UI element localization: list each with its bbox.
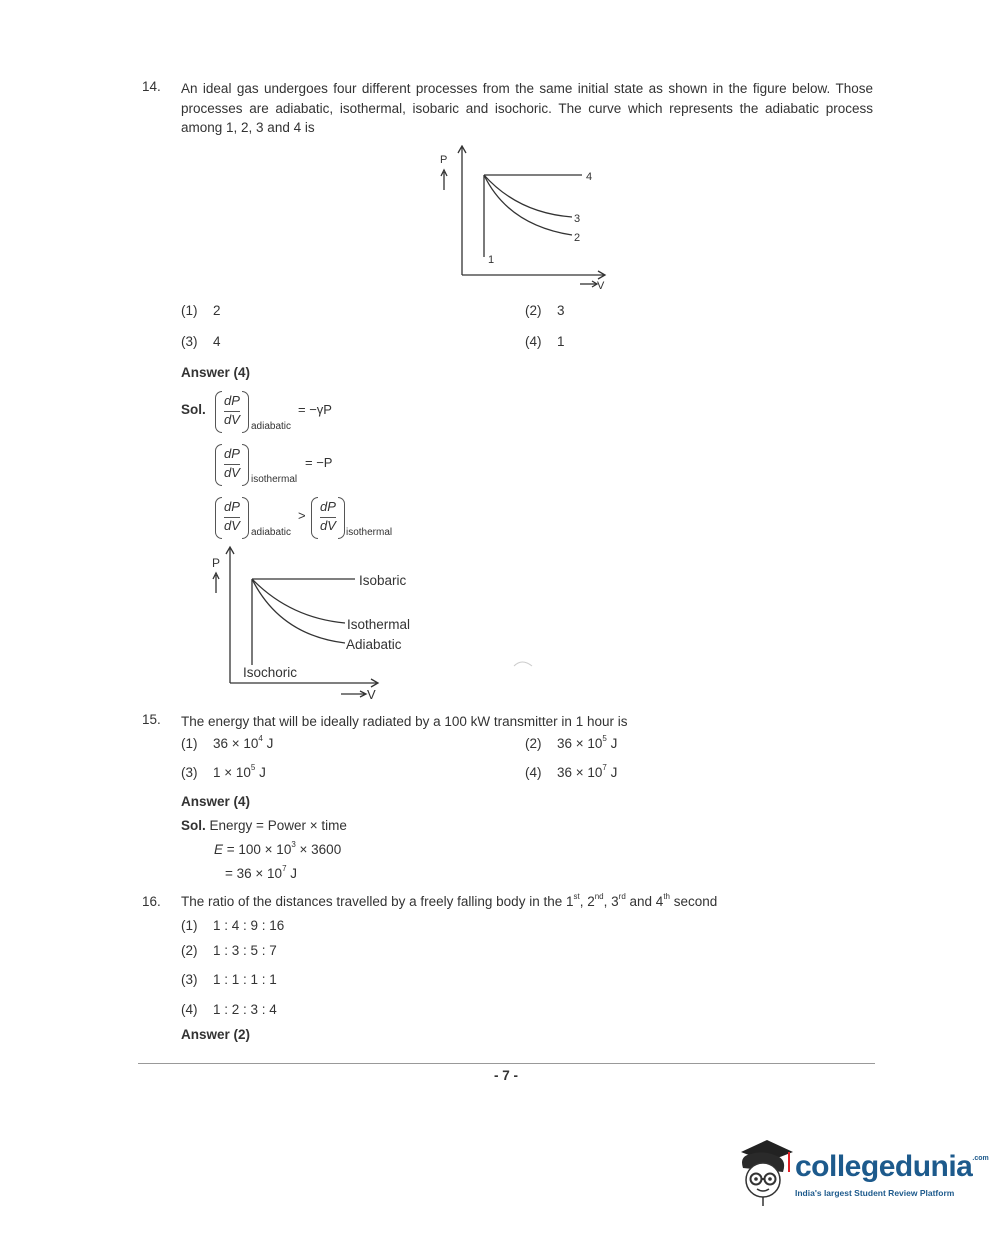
q14-answer: Answer (4) [181, 365, 251, 380]
brand-tagline: India's largest Student Review Platform [795, 1188, 955, 1198]
q14-figure-p-label: P [440, 154, 448, 166]
q14-number: 14. [142, 79, 161, 94]
greater-than: > [298, 508, 306, 523]
label-isothermal: Isothermal [347, 617, 411, 632]
subscript-isothermal: isothermal [251, 474, 298, 485]
subscript-isothermal-compare: isothermal [346, 527, 393, 538]
q15-sol-line1: Sol. Energy = Power × time [181, 818, 347, 833]
q15-option-4: (4) $36 \times 10^7$ J [525, 763, 618, 780]
q14-figure-v-label: V [597, 280, 605, 292]
q16-option-2: (2) 1 : 3 : 5 : 7 [181, 943, 277, 958]
q15-option-2: (2) $36 \times 10^5$ J [525, 734, 618, 751]
q14-option-1: (1) 2 [181, 303, 221, 318]
q16-option-4: (4) 1 : 2 : 3 : 4 [181, 1002, 277, 1017]
curve-label-3: 3 [574, 213, 581, 225]
q15-option-3: (3) $1 \times 10^5$ J [181, 763, 266, 780]
eq1-rhs: = −γP [298, 402, 332, 417]
q16-option-3: (3) 1 : 1 : 1 : 1 [181, 972, 277, 987]
process-graph-v-label: V [367, 687, 376, 702]
footer-divider [138, 1063, 875, 1064]
q15-sol-line2: $E = 100 \times 10^3 \times 3600$ [214, 840, 342, 857]
q16-text: The ratio of the distances travelled by a freely falling body in the 1st, 2nd, 3rd and 4th second [181, 892, 718, 909]
q16-option-1: (1) 1 : 4 : 9 : 16 [181, 918, 285, 933]
curve-2 [484, 175, 572, 235]
q14-sol-label: Sol. [181, 402, 206, 417]
q14-option-3: (3) 4 [181, 334, 221, 349]
page-number: - 7 - [493, 1068, 518, 1083]
label-isobaric: Isobaric [359, 573, 407, 588]
label-adiabatic: Adiabatic [346, 637, 402, 652]
q15-text: The energy that will be ideally radiated by a 100 kW transmitter in 1 hour is [181, 714, 628, 729]
curve-label-1: 1 [488, 254, 495, 266]
q14-figure [440, 145, 620, 295]
q15-answer: Answer (4) [181, 794, 251, 809]
curve-label-4: 4 [586, 171, 593, 183]
derivative-adiabatic-compare: dP dV [215, 497, 249, 539]
q14-option-4: (4) 1 [525, 334, 565, 349]
q14-option-2: (2) 3 [525, 303, 565, 318]
q15-sol-line3: = $36 \times 10^7$ J [225, 864, 298, 881]
derivative-isothermal: dP dV [215, 444, 249, 486]
subscript-adiabatic: adiabatic [251, 421, 292, 432]
subscript-adiabatic-compare: adiabatic [251, 527, 292, 538]
brand-name: collegedunia$^{.com}$ [795, 1150, 989, 1183]
brand-mascot-icon [733, 1138, 797, 1210]
eq2-rhs: = −P [305, 455, 333, 470]
q15-number: 15. [142, 712, 161, 727]
label-isochoric: Isochoric [243, 665, 298, 680]
q16-number: 16. [142, 894, 161, 909]
q14-text: An ideal gas undergoes four different processes from the same initial state as shown in the figure below. Those processes are adiabatic, isothermal, isobaric and isochoric. The curve which represents the adiabatic process among 1, 2, 3 and 4 is [181, 81, 873, 135]
process-graph-p-label: P [212, 556, 221, 570]
scan-mark [512, 656, 536, 670]
q16-answer: Answer (2) [181, 1027, 251, 1042]
q15-option-1: (1) $36 \times 10^4$ J [181, 734, 274, 751]
derivative-adiabatic: dP dV [215, 391, 249, 433]
derivative-isothermal-compare: dP dV [311, 497, 345, 539]
curve-label-2: 2 [574, 232, 581, 244]
